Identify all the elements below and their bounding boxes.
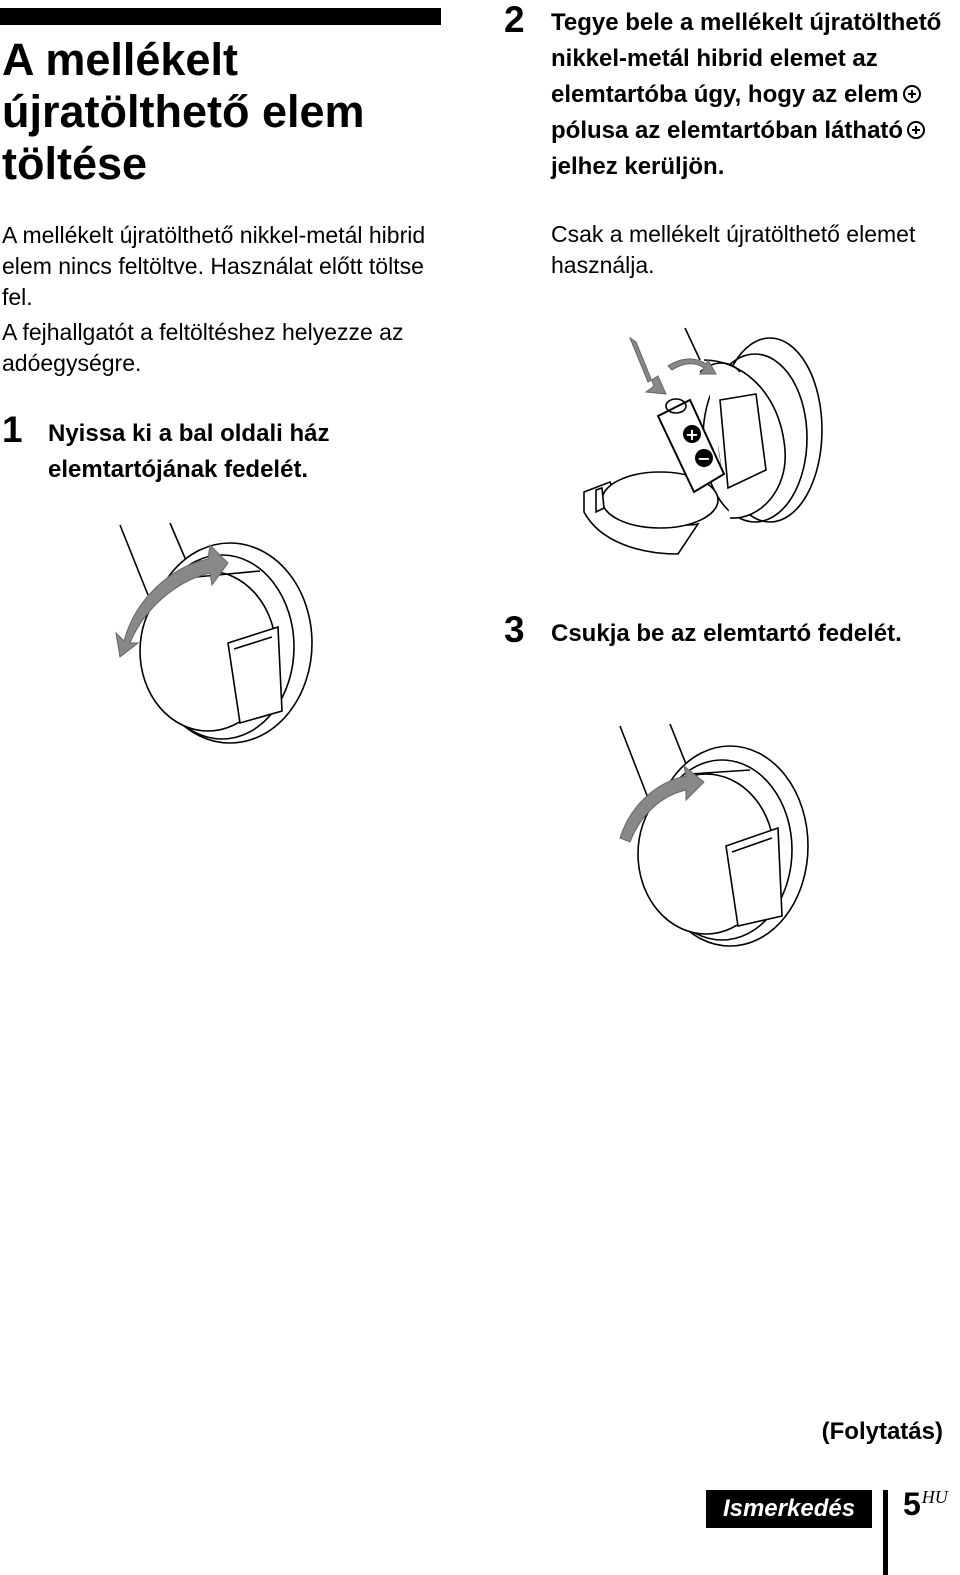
section-badge: Ismerkedés	[706, 1490, 872, 1528]
step-3-number: 3	[504, 609, 525, 650]
figure-close-cover	[600, 720, 830, 960]
intro-paragraph-2: A fejhallgatót a feltöltéshez helyezze az adóegységre.	[2, 319, 404, 376]
minus-mark-label: −	[697, 449, 711, 468]
page-number	[903, 1486, 948, 1523]
step-3-text	[551, 616, 951, 652]
headband-left-line	[120, 525, 148, 595]
plus-mark-label: +	[685, 425, 699, 444]
footer-rule	[883, 1490, 888, 1575]
step-2-text-part3: jelhez kerüljön.	[551, 153, 725, 180]
step-1-instruction: Nyissa ki a bal oldali ház elemtartójának fedelét.	[48, 420, 330, 483]
headband-left-line	[620, 726, 648, 798]
insert-arrow-icon	[668, 359, 716, 374]
step-1-number: 1	[2, 409, 23, 450]
page-number-suffix: HU	[921, 1487, 948, 1507]
plus-symbol-icon	[903, 85, 921, 103]
figure-insert-battery	[580, 320, 840, 565]
figure-open-cover	[100, 515, 330, 755]
plus-symbol-icon	[907, 121, 925, 139]
continued-label: (Folytatás)	[821, 1418, 943, 1445]
page-number-value: 5	[903, 1486, 921, 1522]
page-title: A mellékelt újratölthető elem töltése	[2, 34, 365, 189]
step-2-text-part1: Tegye bele a mellékelt újratölthető nikkel-metál hibrid elemet az elemtartóba úgy, hogy az elem	[551, 9, 942, 108]
step-2-text	[551, 5, 951, 185]
step-2-text-part2: pólusa az elemtartóban látható	[551, 117, 904, 144]
intro-text	[2, 220, 442, 379]
top-rule	[0, 8, 441, 25]
headband-left-line	[685, 328, 700, 360]
step-3-instruction: Csukja be az elemtartó fedelét.	[551, 620, 902, 647]
insert-arrow-icon	[630, 338, 666, 394]
intro-paragraph-1: A mellékelt újratölthető nikkel-metál hibrid elem nincs feltöltve. Használat előtt töltse fel.	[2, 222, 426, 310]
step-1-text	[48, 416, 408, 488]
step-2-note: Csak a mellékelt újratölthető elemet használja.	[551, 221, 916, 278]
step-2-number: 2	[504, 0, 525, 40]
headband-right-line	[670, 724, 686, 764]
